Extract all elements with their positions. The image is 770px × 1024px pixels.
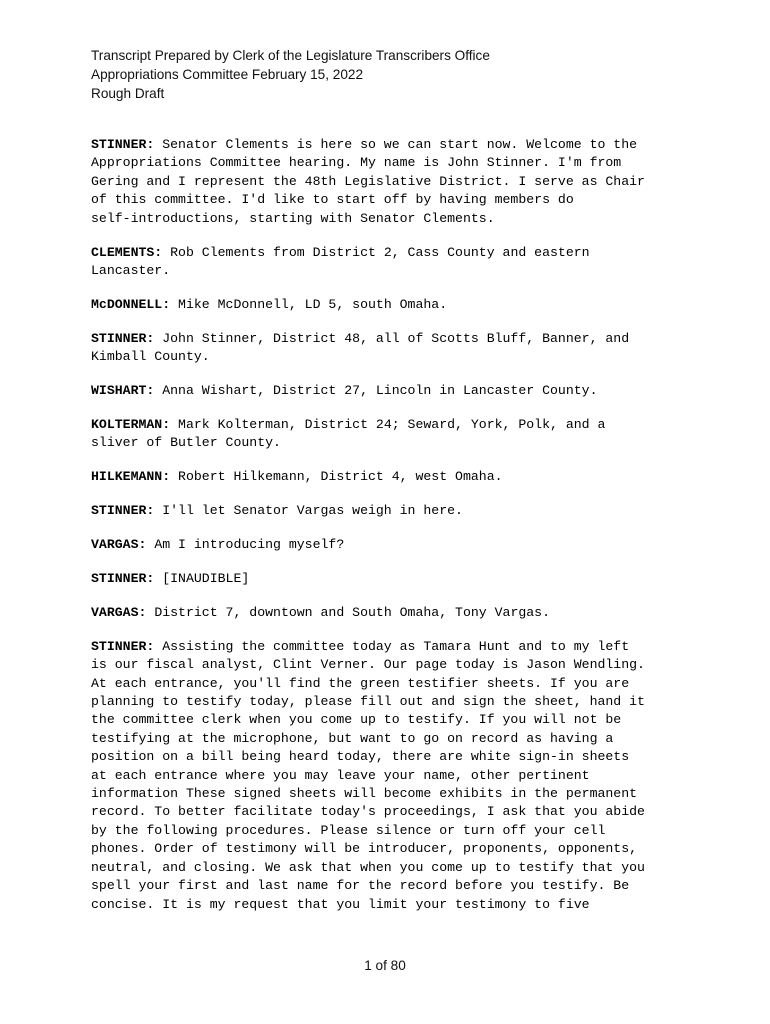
speaker-label: McDONNELL: bbox=[91, 296, 171, 312]
speech-text: of this committee. I'd like to start off by having members do bbox=[91, 192, 574, 208]
transcript-header bbox=[91, 46, 691, 103]
speaker-label: STINNER: bbox=[91, 638, 155, 654]
transcript-line bbox=[91, 536, 691, 554]
speech-text: testifying at the microphone, but want to go on record as having a bbox=[91, 730, 614, 746]
speech-text: I'll let Senator Vargas weigh in here. bbox=[154, 503, 463, 519]
speaker-label: WISHART: bbox=[91, 383, 155, 399]
speaker-label: STINNER: bbox=[91, 137, 155, 152]
transcript-line bbox=[91, 416, 691, 434]
speech-text: District 7, downtown and South Omaha, Tony Vargas. bbox=[146, 604, 551, 620]
speech-text: at each entrance where you may leave your name, other pertinent bbox=[91, 767, 590, 783]
transcript-line bbox=[91, 748, 691, 766]
transcript-paragraph bbox=[91, 468, 691, 486]
transcript-line bbox=[91, 675, 691, 693]
transcript-paragraph bbox=[91, 536, 691, 554]
speech-text: phones. Order of testimony will be introducer, proponents, opponents, bbox=[91, 841, 638, 857]
transcript-line bbox=[91, 859, 691, 877]
speaker-label: STINNER: bbox=[91, 503, 155, 519]
speaker-label: VARGAS: bbox=[91, 604, 147, 620]
speech-text: Am I introducing myself? bbox=[146, 537, 345, 553]
transcript-line bbox=[91, 262, 691, 280]
transcript-line bbox=[91, 803, 691, 821]
speech-text: Robert Hilkemann, District 4, west Omaha. bbox=[170, 469, 503, 485]
speech-text: sliver of Butler County. bbox=[91, 435, 281, 451]
transcript-paragraph bbox=[91, 136, 691, 228]
transcript-paragraph bbox=[91, 638, 691, 914]
speech-text: John Stinner, District 48, all of Scotts Bluff, Banner, and bbox=[154, 330, 630, 346]
transcript-line bbox=[91, 210, 691, 228]
transcript-line bbox=[91, 330, 691, 348]
speaker-label: CLEMENTS: bbox=[91, 244, 163, 260]
speech-text: information These signed sheets will become exhibits in the permanent bbox=[91, 786, 638, 802]
transcript-line bbox=[91, 154, 691, 172]
transcript-line bbox=[91, 822, 691, 840]
transcript-line bbox=[91, 693, 691, 711]
transcript-line bbox=[91, 711, 691, 729]
transcript-paragraph bbox=[91, 502, 691, 520]
transcript-line bbox=[91, 244, 691, 262]
transcript-line bbox=[91, 896, 691, 914]
speech-text: by the following procedures. Please silence or turn off your cell bbox=[91, 822, 606, 838]
transcript-line bbox=[91, 767, 691, 785]
speech-text: Senator Clements is here so we can start now. Welcome to the bbox=[154, 137, 638, 152]
speech-text: Anna Wishart, District 27, Lincoln in Lancaster County. bbox=[154, 383, 598, 399]
speaker-label: KOLTERMAN: bbox=[91, 416, 171, 432]
speaker-label: STINNER: bbox=[91, 571, 155, 586]
speech-text: record. To better facilitate today's proceedings, I ask that you abide bbox=[91, 804, 645, 820]
transcript-paragraph bbox=[91, 382, 691, 400]
transcript-line bbox=[91, 604, 691, 622]
header-title: Transcript Prepared by Clerk of the Legislature Transcribers Office bbox=[91, 48, 490, 63]
transcript-line bbox=[91, 173, 691, 191]
speaker-label: STINNER: bbox=[91, 330, 155, 346]
speech-text: At each entrance, you'll find the green testifier sheets. If you are bbox=[91, 675, 630, 691]
speech-text: planning to testify today, please fill out and sign the sheet, hand it bbox=[91, 694, 645, 710]
speech-text: Kimball County. bbox=[91, 349, 210, 365]
transcript-paragraph bbox=[91, 416, 691, 453]
speech-text: [INAUDIBLE] bbox=[154, 571, 250, 586]
page-number: 1 of 80 bbox=[364, 958, 406, 973]
transcript-paragraph bbox=[91, 244, 691, 281]
transcript-line bbox=[91, 434, 691, 452]
transcript-line bbox=[91, 348, 691, 366]
transcript-line bbox=[91, 877, 691, 895]
speaker-label: HILKEMANN: bbox=[91, 469, 171, 485]
transcript-line bbox=[91, 785, 691, 803]
transcript-paragraph bbox=[91, 604, 691, 622]
transcript-paragraph bbox=[91, 330, 691, 367]
transcript-line bbox=[91, 136, 691, 154]
speech-text: Appropriations Committee hearing. My name is John Stinner. I'm from bbox=[91, 155, 622, 171]
transcript-line bbox=[91, 382, 691, 400]
speech-text: Lancaster. bbox=[91, 262, 171, 278]
transcript-line bbox=[91, 656, 691, 674]
speech-text: Gering and I represent the 48th Legislative District. I serve as Chair bbox=[91, 173, 645, 189]
speech-text: Mark Kolterman, District 24; Seward, York, Polk, and a bbox=[170, 416, 606, 432]
transcript-line bbox=[91, 570, 691, 588]
transcript-paragraph bbox=[91, 570, 691, 588]
transcript-body bbox=[91, 136, 691, 929]
transcript-line bbox=[91, 840, 691, 858]
transcript-line bbox=[91, 638, 691, 656]
transcript-line bbox=[91, 502, 691, 520]
speech-text: Mike McDonnell, LD 5, south Omaha. bbox=[170, 296, 448, 312]
transcript-line bbox=[91, 730, 691, 748]
speaker-label: VARGAS: bbox=[91, 537, 147, 553]
header-committee-date: Appropriations Committee February 15, 2022 bbox=[91, 67, 364, 82]
header-draft-status: Rough Draft bbox=[91, 86, 165, 101]
speech-text: Assisting the committee today as Tamara Hunt and to my left bbox=[154, 638, 630, 654]
speech-text: is our fiscal analyst, Clint Verner. Our page today is Jason Wendling. bbox=[91, 657, 645, 673]
speech-text: concise. It is my request that you limit your testimony to five bbox=[91, 896, 590, 912]
transcript-paragraph bbox=[91, 296, 691, 314]
speech-text: Rob Clements from District 2, Cass County and eastern bbox=[162, 244, 590, 260]
speech-text: spell your first and last name for the record before you testify. Be bbox=[91, 878, 630, 894]
transcript-line bbox=[91, 468, 691, 486]
transcript-line bbox=[91, 296, 691, 314]
transcript-line bbox=[91, 191, 691, 209]
speech-text: self-introductions, starting with Senator Clements. bbox=[91, 210, 495, 226]
speech-text: neutral, and closing. We ask that when you come up to testify that you bbox=[91, 859, 645, 875]
speech-text: the committee clerk when you come up to testify. If you will not be bbox=[91, 712, 622, 728]
speech-text: position on a bill being heard today, there are white sign-in sheets bbox=[91, 749, 630, 765]
